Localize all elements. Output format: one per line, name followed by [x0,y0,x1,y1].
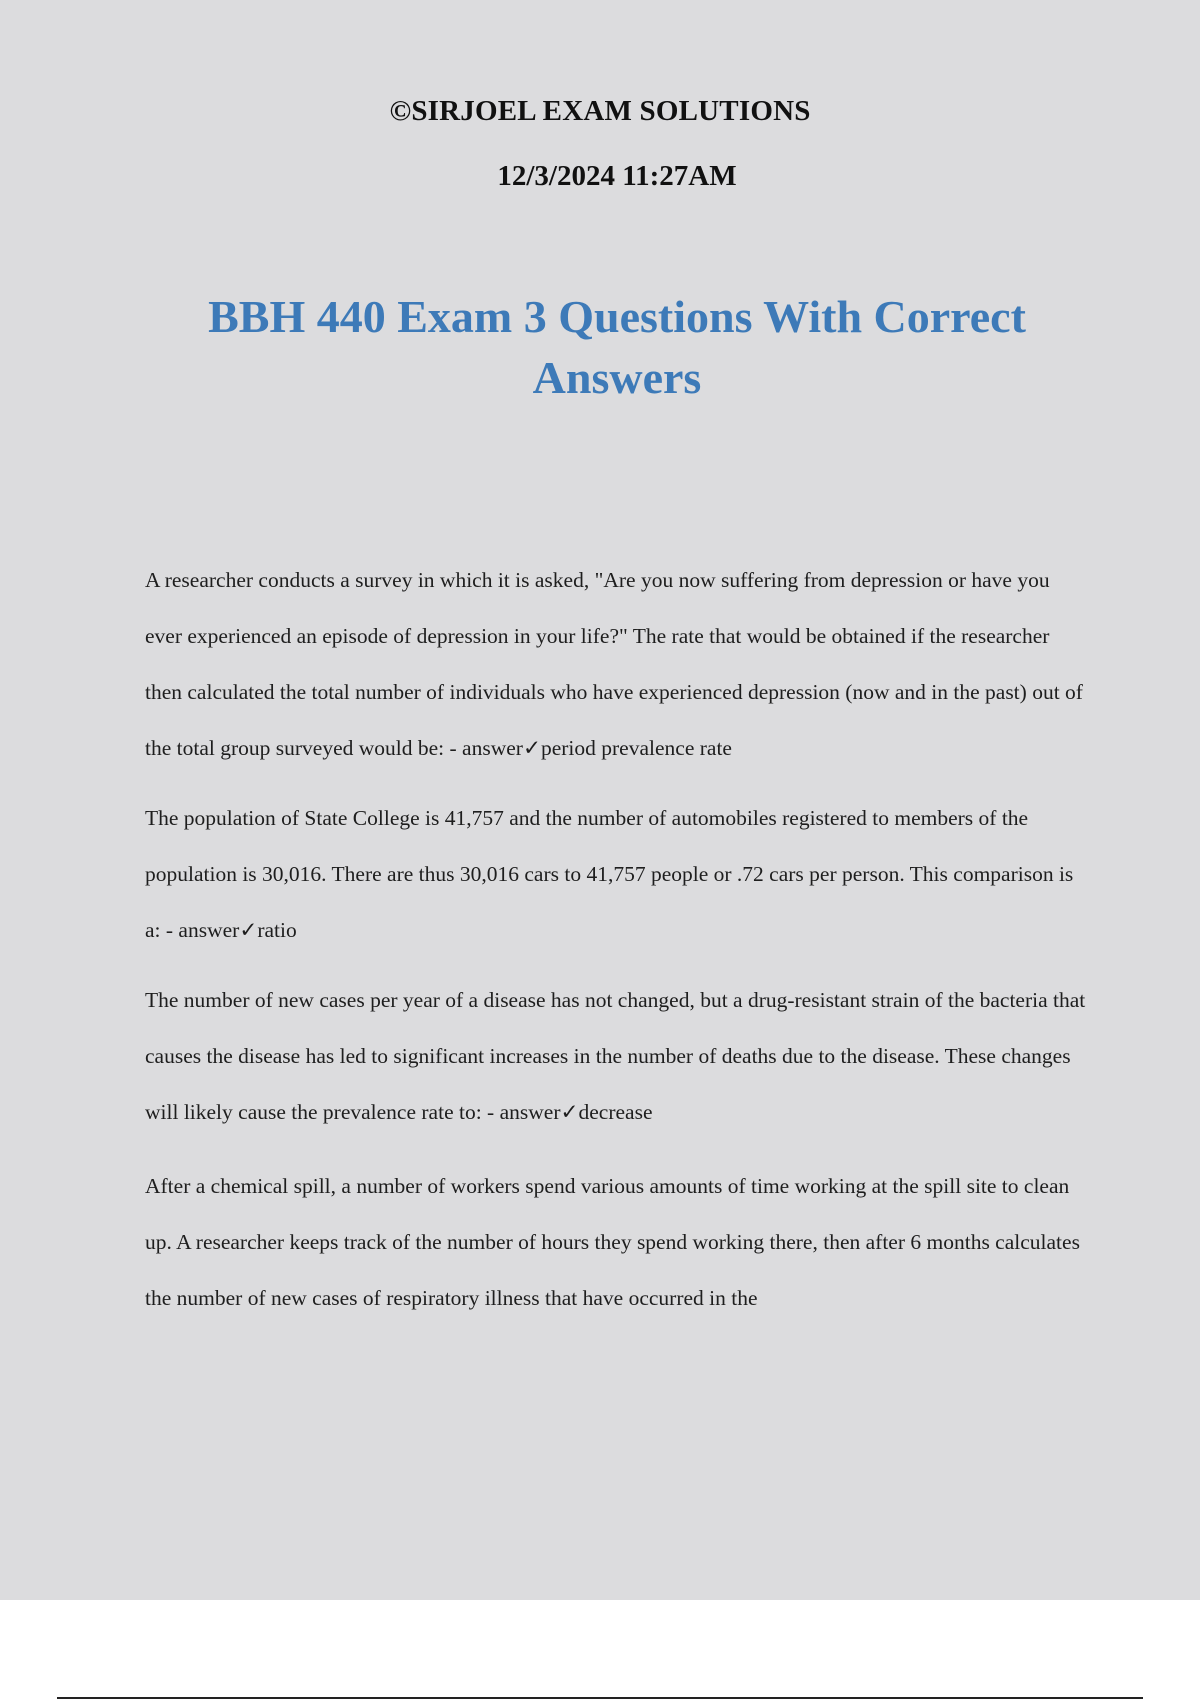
question-item [145,1158,1090,1326]
question-text: A researcher conducts a survey in which it is asked, "Are you now suffering from depression or have you ever experienced an episode of depression in your life?" The rate that would be obtained if the researcher then calculated the total number of individuals who have experienced depression (now and in the past) out of the total group surveyed would be: - answer [145,568,1083,760]
question-text: The population of State College is 41,757 and the number of automobiles registered to members of the population is 30,016. There are thus 30,016 cars to 41,757 people or .72 cars per person. This comparison is a: - answer [145,806,1074,942]
check-icon: ✓ [239,918,258,942]
check-icon: ✓ [560,1100,579,1124]
question-text: The number of new cases per year of a disease has not changed, but a drug-resistant strain of the bacteria that causes the disease has led to significant increases in the number of deaths due to the disease. These changes will likely cause the prevalence rate to: - answer [145,988,1086,1124]
answer-text: decrease [578,1100,653,1124]
questions-list [145,552,1090,1326]
question-text: After a chemical spill, a number of workers spend various amounts of time working at the spill site to clean up. A researcher keeps track of the number of hours they spend working there, then after 6 months calculates the number of new cases of respiratory illness that have occurred in the [145,1174,1080,1310]
answer-text: period prevalence rate [540,736,732,760]
check-icon: ✓ [522,736,541,760]
footer-divider [57,1697,1143,1699]
question-item [145,552,1090,776]
answer-text: ratio [257,918,297,942]
brand-header: ©SIRJOEL EXAM SOLUTIONS [389,95,811,127]
document-title: BBH 440 Exam 3 Questions With Correct Answers [208,291,1026,403]
question-item [145,790,1090,958]
question-item [145,972,1090,1140]
timestamp: 12/3/2024 11:27AM [497,160,737,192]
